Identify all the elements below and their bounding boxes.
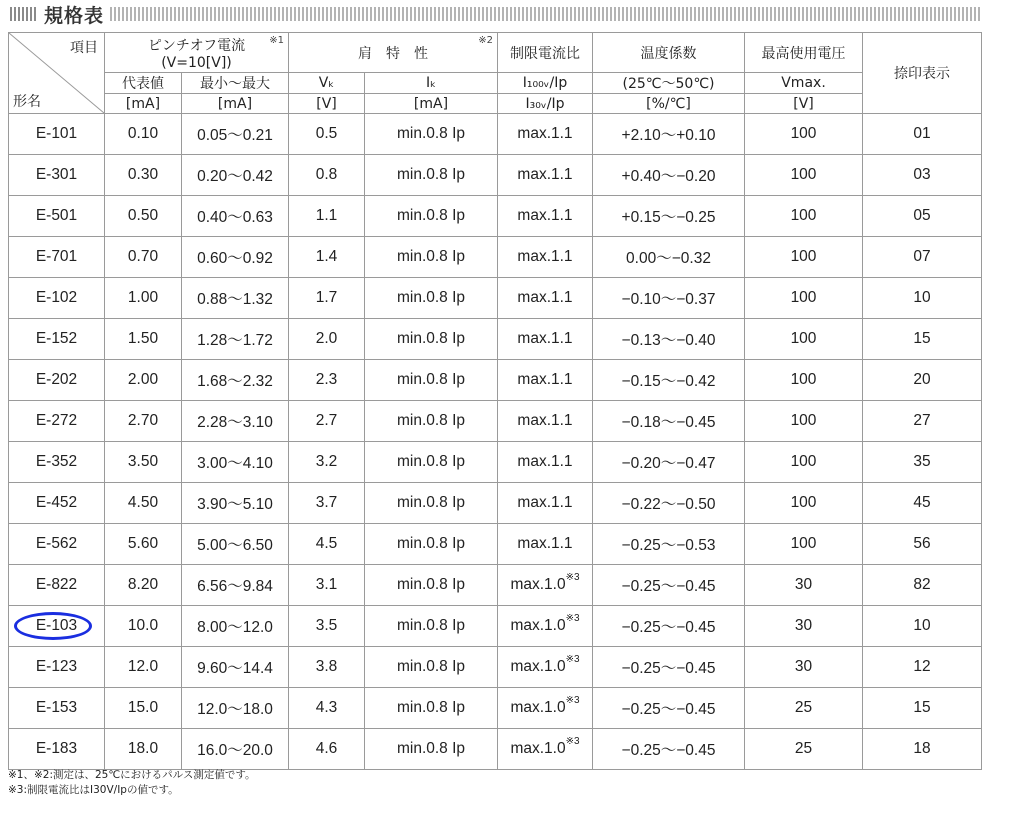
cell-vk: 2.3 xyxy=(289,360,365,401)
cell-model xyxy=(9,237,105,278)
cell-typ: 1.00 xyxy=(105,278,182,319)
cell-limit xyxy=(498,278,593,319)
cell-ik: min.0.8 Ip xyxy=(365,688,498,729)
model-name: E-562 xyxy=(35,535,78,552)
model-name: E-301 xyxy=(35,166,78,183)
cell-ik: min.0.8 Ip xyxy=(365,237,498,278)
cell-limit xyxy=(498,155,593,196)
cell-mark: 20 xyxy=(863,360,982,401)
model-name: E-501 xyxy=(35,207,78,224)
vk-subheader: Vₖ xyxy=(289,73,365,94)
cell-ik: min.0.8 Ip xyxy=(365,442,498,483)
shoulder-header xyxy=(289,33,498,73)
cell-vk: 3.5 xyxy=(289,606,365,647)
model-name: E-202 xyxy=(35,371,78,388)
cell-vk: 4.6 xyxy=(289,729,365,770)
cell-mark: 15 xyxy=(863,319,982,360)
cell-limit xyxy=(498,606,593,647)
note3-mark: ※3 xyxy=(565,654,580,665)
cell-limit xyxy=(498,114,593,155)
cell-temp: −0.25～−0.45 xyxy=(593,606,745,647)
cell-vmax: 25 xyxy=(745,729,863,770)
limit-value: max.1.0 xyxy=(510,658,566,675)
cell-model xyxy=(9,524,105,565)
cell-temp: +2.10～+0.10 xyxy=(593,114,745,155)
cell-model xyxy=(9,401,105,442)
item-label: 項目 xyxy=(70,40,98,56)
cell-typ: 0.50 xyxy=(105,196,182,237)
cell-model xyxy=(9,442,105,483)
cell-typ: 8.20 xyxy=(105,565,182,606)
cell-vk: 1.7 xyxy=(289,278,365,319)
cell-ik: min.0.8 Ip xyxy=(365,319,498,360)
table-row xyxy=(9,729,982,770)
table-row xyxy=(9,319,982,360)
cell-temp: −0.18～−0.45 xyxy=(593,401,745,442)
cell-temp: −0.25～−0.53 xyxy=(593,524,745,565)
cell-range: 12.0～18.0 xyxy=(182,688,289,729)
cell-mark: 56 xyxy=(863,524,982,565)
cell-vk: 2.7 xyxy=(289,401,365,442)
pinchoff-header xyxy=(105,33,289,73)
cell-typ: 15.0 xyxy=(105,688,182,729)
typ-subheader: 代表値 xyxy=(105,73,182,94)
cell-ik: min.0.8 Ip xyxy=(365,647,498,688)
limit-value: max.1.0 xyxy=(510,576,566,593)
cell-range: 3.90～5.10 xyxy=(182,483,289,524)
cell-range: 6.56～9.84 xyxy=(182,565,289,606)
range-subheader: 最小～最大 xyxy=(182,73,289,94)
cell-vmax: 100 xyxy=(745,524,863,565)
highlight-circle xyxy=(14,612,92,640)
cell-limit xyxy=(498,565,593,606)
cell-vmax: 100 xyxy=(745,196,863,237)
model-name: E-183 xyxy=(35,740,78,757)
section-title: 規格表 xyxy=(44,4,105,27)
cell-vmax: 100 xyxy=(745,155,863,196)
model-name: E-103 xyxy=(35,617,78,634)
cell-model xyxy=(9,196,105,237)
cell-ik: min.0.8 Ip xyxy=(365,114,498,155)
footnotes xyxy=(8,768,256,798)
cell-vmax: 100 xyxy=(745,442,863,483)
model-name: E-352 xyxy=(35,453,78,470)
pinchoff-title: ピンチオフ電流 xyxy=(147,37,246,54)
cell-typ: 0.70 xyxy=(105,237,182,278)
cell-vmax: 25 xyxy=(745,688,863,729)
limit-value: max.1.1 xyxy=(517,330,573,347)
cell-mark: 07 xyxy=(863,237,982,278)
limit-value: max.1.1 xyxy=(517,535,573,552)
spec-table xyxy=(8,32,982,770)
cell-model xyxy=(9,647,105,688)
cell-model xyxy=(9,278,105,319)
table-row xyxy=(9,483,982,524)
cell-typ: 12.0 xyxy=(105,647,182,688)
cell-temp: −0.25～−0.45 xyxy=(593,647,745,688)
cell-vmax: 100 xyxy=(745,278,863,319)
model-name: E-101 xyxy=(35,125,78,142)
cell-temp: 0.00～−0.32 xyxy=(593,237,745,278)
cell-temp: −0.10～−0.37 xyxy=(593,278,745,319)
cell-typ: 4.50 xyxy=(105,483,182,524)
note3-mark: ※3 xyxy=(565,572,580,583)
cell-vk: 3.2 xyxy=(289,442,365,483)
ik-subheader: Iₖ xyxy=(365,73,498,94)
limit-subheader: I₁₀₀ᵥ/Ip xyxy=(498,73,593,94)
limit-value: max.1.1 xyxy=(517,289,573,306)
cell-typ: 10.0 xyxy=(105,606,182,647)
cell-limit xyxy=(498,647,593,688)
table-row xyxy=(9,155,982,196)
cell-range: 0.88～1.32 xyxy=(182,278,289,319)
cell-ik: min.0.8 Ip xyxy=(365,278,498,319)
cell-mark: 03 xyxy=(863,155,982,196)
cell-limit xyxy=(498,688,593,729)
note3-mark: ※3 xyxy=(565,613,580,624)
cell-limit xyxy=(498,524,593,565)
note3-mark: ※3 xyxy=(565,695,580,706)
marking-header: 捺印表示 xyxy=(863,33,982,114)
footnote-1: ※1、※2:測定は、25℃におけるパルス測定値です。 xyxy=(8,769,256,781)
vmax-header: 最高使用電圧 xyxy=(745,33,863,73)
cell-limit xyxy=(498,401,593,442)
table-row xyxy=(9,647,982,688)
cell-mark: 05 xyxy=(863,196,982,237)
cell-mark: 18 xyxy=(863,729,982,770)
cell-limit xyxy=(498,319,593,360)
model-name: E-102 xyxy=(35,289,78,306)
note1-mark: ※1 xyxy=(269,35,284,46)
cell-temp: −0.15～−0.42 xyxy=(593,360,745,401)
cell-vmax: 100 xyxy=(745,114,863,155)
cell-model xyxy=(9,688,105,729)
cell-ik: min.0.8 Ip xyxy=(365,524,498,565)
cell-vmax: 100 xyxy=(745,483,863,524)
model-name: E-452 xyxy=(35,494,78,511)
cell-vk: 1.4 xyxy=(289,237,365,278)
cell-limit xyxy=(498,442,593,483)
limit-value: max.1.1 xyxy=(517,248,573,265)
cell-ik: min.0.8 Ip xyxy=(365,729,498,770)
cell-model xyxy=(9,155,105,196)
cell-range: 8.00～12.0 xyxy=(182,606,289,647)
cell-vk: 3.7 xyxy=(289,483,365,524)
cell-mark: 10 xyxy=(863,278,982,319)
cell-model xyxy=(9,114,105,155)
cell-vmax: 100 xyxy=(745,319,863,360)
model-name: E-272 xyxy=(35,412,78,429)
cell-limit xyxy=(498,196,593,237)
cell-limit xyxy=(498,729,593,770)
limit-value: max.1.1 xyxy=(517,125,573,142)
cell-typ: 0.30 xyxy=(105,155,182,196)
cell-vk: 2.0 xyxy=(289,319,365,360)
cell-ik: min.0.8 Ip xyxy=(365,565,498,606)
cell-vmax: 30 xyxy=(745,606,863,647)
table-row xyxy=(9,524,982,565)
limit-value: max.1.0 xyxy=(510,699,566,716)
cell-vmax: 100 xyxy=(745,360,863,401)
cell-range: 2.28～3.10 xyxy=(182,401,289,442)
table-row xyxy=(9,688,982,729)
limit-value: max.1.1 xyxy=(517,207,573,224)
limit-value: max.1.0 xyxy=(510,617,566,634)
cell-model xyxy=(9,319,105,360)
cell-range: 9.60～14.4 xyxy=(182,647,289,688)
cell-mark: 10 xyxy=(863,606,982,647)
cell-ik: min.0.8 Ip xyxy=(365,155,498,196)
table-row xyxy=(9,360,982,401)
cell-range: 3.00～4.10 xyxy=(182,442,289,483)
cell-temp: +0.15～−0.25 xyxy=(593,196,745,237)
cell-vk: 1.1 xyxy=(289,196,365,237)
limit-value: max.1.1 xyxy=(517,453,573,470)
header-stripes xyxy=(10,7,38,21)
cell-vmax: 100 xyxy=(745,401,863,442)
cell-ik: min.0.8 Ip xyxy=(365,483,498,524)
corner-header xyxy=(9,33,105,114)
cell-ik: min.0.8 Ip xyxy=(365,196,498,237)
cell-temp: −0.20～−0.47 xyxy=(593,442,745,483)
footnote-2: ※3:制限電流比はI30V/Ipの値です。 xyxy=(8,784,179,796)
cell-typ: 5.60 xyxy=(105,524,182,565)
cell-typ: 2.00 xyxy=(105,360,182,401)
table-row xyxy=(9,401,982,442)
cell-typ: 2.70 xyxy=(105,401,182,442)
model-name: E-123 xyxy=(35,658,78,675)
table-row xyxy=(9,606,982,647)
cell-ik: min.0.8 Ip xyxy=(365,401,498,442)
cell-range: 0.40～0.63 xyxy=(182,196,289,237)
cell-temp: −0.25～−0.45 xyxy=(593,688,745,729)
cell-range: 0.05～0.21 xyxy=(182,114,289,155)
limit-header: 制限電流比 xyxy=(498,33,593,73)
cell-model xyxy=(9,729,105,770)
cell-range: 0.60～0.92 xyxy=(182,237,289,278)
range-unit: [mA] xyxy=(182,94,289,114)
table-row xyxy=(9,237,982,278)
cell-mark: 82 xyxy=(863,565,982,606)
cell-ik: min.0.8 Ip xyxy=(365,360,498,401)
cell-vk: 0.8 xyxy=(289,155,365,196)
cell-model xyxy=(9,483,105,524)
cell-vk: 4.5 xyxy=(289,524,365,565)
model-label: 形名 xyxy=(13,94,41,110)
cell-limit xyxy=(498,237,593,278)
cell-range: 1.68～2.32 xyxy=(182,360,289,401)
model-name: E-701 xyxy=(35,248,78,265)
limit-value: max.1.0 xyxy=(510,740,566,757)
cell-model xyxy=(9,565,105,606)
temp-unit: [%/℃] xyxy=(593,94,745,114)
cell-vmax: 30 xyxy=(745,565,863,606)
shoulder-title: 肩 特 性 xyxy=(358,45,428,62)
cell-temp: −0.22～−0.50 xyxy=(593,483,745,524)
table-row xyxy=(9,565,982,606)
temp-header: 温度係数 xyxy=(593,33,745,73)
cell-mark: 01 xyxy=(863,114,982,155)
note3-mark: ※3 xyxy=(565,736,580,747)
cell-mark: 35 xyxy=(863,442,982,483)
cell-vk: 4.3 xyxy=(289,688,365,729)
cell-typ: 0.10 xyxy=(105,114,182,155)
cell-mark: 15 xyxy=(863,688,982,729)
vk-unit: [V] xyxy=(289,94,365,114)
cell-mark: 45 xyxy=(863,483,982,524)
section-header xyxy=(10,2,982,26)
cell-temp: +0.40～−0.20 xyxy=(593,155,745,196)
cell-range: 16.0～20.0 xyxy=(182,729,289,770)
limit-value: max.1.1 xyxy=(517,494,573,511)
cell-model xyxy=(9,360,105,401)
model-name: E-152 xyxy=(35,330,78,347)
temp-subheader: (25℃～50℃) xyxy=(593,73,745,94)
cell-vk: 3.8 xyxy=(289,647,365,688)
limit-value: max.1.1 xyxy=(517,412,573,429)
ik-unit: [mA] xyxy=(365,94,498,114)
table-row xyxy=(9,442,982,483)
table-row xyxy=(9,114,982,155)
table-row xyxy=(9,196,982,237)
model-name: E-822 xyxy=(35,576,78,593)
header-rule xyxy=(110,7,982,21)
cell-typ: 18.0 xyxy=(105,729,182,770)
cell-ik: min.0.8 Ip xyxy=(365,606,498,647)
typ-unit: [mA] xyxy=(105,94,182,114)
cell-mark: 12 xyxy=(863,647,982,688)
cell-range: 0.20～0.42 xyxy=(182,155,289,196)
cell-limit xyxy=(498,483,593,524)
pinchoff-condition: (V=10[V]) xyxy=(161,54,232,71)
cell-vk: 0.5 xyxy=(289,114,365,155)
cell-limit xyxy=(498,360,593,401)
limit-value: max.1.1 xyxy=(517,371,573,388)
limit-unit: I₃₀ᵥ/Ip xyxy=(498,94,593,114)
note2-mark: ※2 xyxy=(478,35,493,46)
cell-mark: 27 xyxy=(863,401,982,442)
cell-range: 5.00～6.50 xyxy=(182,524,289,565)
cell-temp: −0.13～−0.40 xyxy=(593,319,745,360)
cell-typ: 1.50 xyxy=(105,319,182,360)
vmax-subheader: Vmax. xyxy=(745,73,863,94)
cell-temp: −0.25～−0.45 xyxy=(593,565,745,606)
vmax-unit: [V] xyxy=(745,94,863,114)
cell-vmax: 100 xyxy=(745,237,863,278)
cell-temp: −0.25～−0.45 xyxy=(593,729,745,770)
limit-value: max.1.1 xyxy=(517,166,573,183)
cell-range: 1.28～1.72 xyxy=(182,319,289,360)
model-name: E-153 xyxy=(35,699,78,716)
cell-typ: 3.50 xyxy=(105,442,182,483)
table-row xyxy=(9,278,982,319)
cell-model xyxy=(9,606,105,647)
cell-vk: 3.1 xyxy=(289,565,365,606)
cell-vmax: 30 xyxy=(745,647,863,688)
